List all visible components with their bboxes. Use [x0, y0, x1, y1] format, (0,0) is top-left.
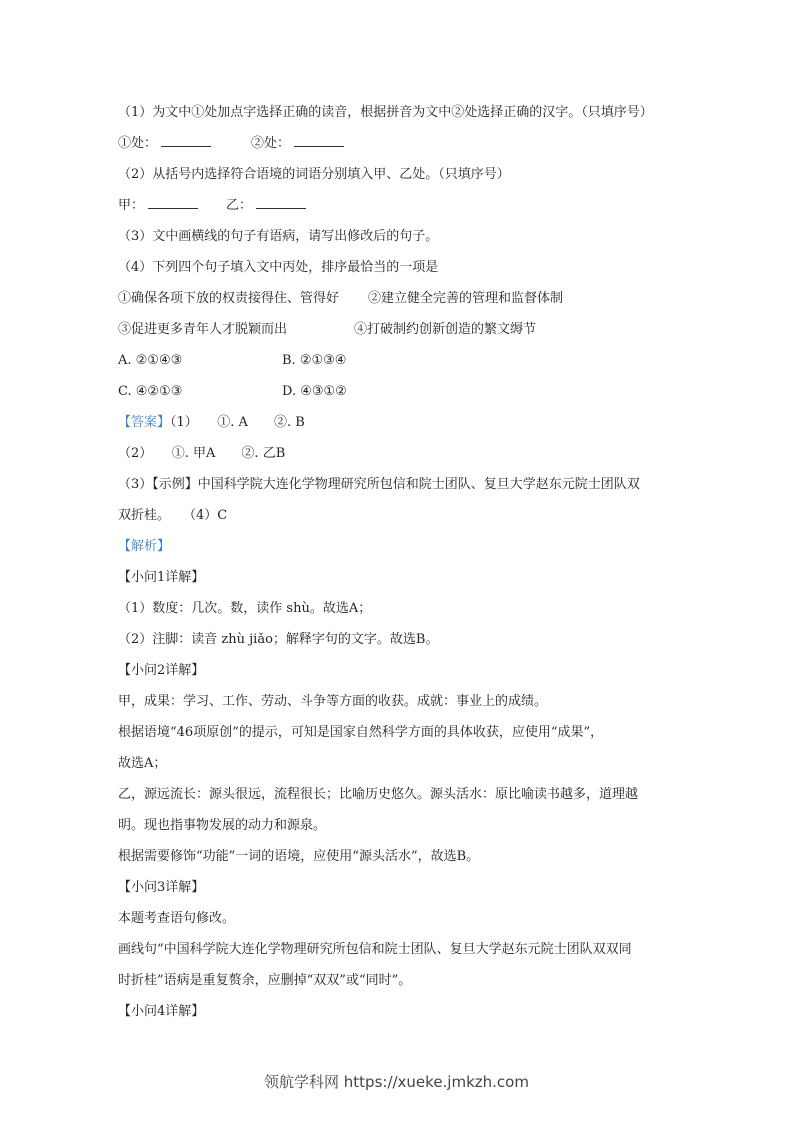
blank-jia-label: 甲：: [118, 198, 145, 213]
options-cd: [118, 384, 347, 400]
options-ab: [118, 353, 346, 369]
detail-2-line: 故选A；: [118, 756, 167, 771]
answer-1: （1） ①. A ②. B: [170, 415, 305, 430]
blank-1-label: ①处：: [118, 136, 158, 151]
sentence-1: ①确保各项下放的权责接得住、管得好: [118, 291, 340, 306]
answer-line-1: [118, 415, 305, 431]
detail-4-title: 【小问4详解】: [118, 1004, 205, 1019]
detail-2-line: 甲，成果：学习、工作、劳动、斗争等方面的收获。成就：事业上的成绩。: [118, 694, 548, 709]
detail-1-line: （1）数度：几次。数，读作 shù。故选A；: [118, 601, 372, 616]
question-4: （4）下列四个句子填入文中丙处，排序最恰当的一项是: [118, 260, 439, 275]
sentences-3-4: [118, 322, 536, 338]
blank-1: [161, 136, 211, 147]
detail-2-line: 明。现也指事物发展的动力和源泉。: [118, 818, 327, 833]
answer-2: （2） ①. 甲A ②. 乙B: [118, 446, 286, 461]
blank-2: [294, 136, 344, 147]
detail-3-line: 时折桂”语病是重复赘余，应删掉“双双”或“同时”。: [118, 973, 412, 988]
footer-watermark: 领航学科网 https://xueke.jmkzh.com: [264, 1073, 529, 1091]
detail-2-title: 【小问2详解】: [118, 663, 205, 678]
answer-label: 【答案】: [118, 415, 171, 430]
blank-2-label: ②处：: [251, 136, 291, 151]
answer-3-4: 双折桂。 （4）C: [118, 508, 228, 523]
option-b: B. ②①③④: [282, 353, 347, 368]
sentence-2: ②建立健全完善的管理和监督体制: [368, 291, 564, 306]
option-d: D. ④③①②: [282, 384, 347, 399]
question-2-blanks: [118, 198, 306, 214]
detail-2-line: 根据需要修饰“功能”一词的语境，应使用“源头活水”，故选B。: [118, 849, 480, 864]
blank-yi: [256, 198, 306, 209]
analysis-label: 【解析】: [118, 539, 171, 554]
option-a: A. ②①④③: [118, 353, 183, 368]
sentences-1-2: [118, 291, 563, 307]
detail-1-line: （2）注脚：读音 zhù jiǎo；解释字句的文字。故选B。: [118, 632, 439, 647]
option-c: C. ④②①③: [118, 384, 183, 399]
question-2: （2）从括号内选择符合语境的词语分别填入甲、乙处。（只填序号）: [118, 167, 510, 182]
question-3: （3）文中画横线的句子有语病，请写出修改后的句子。: [118, 229, 439, 244]
detail-3-title: 【小问3详解】: [118, 880, 205, 895]
answer-3: （3）【示例】中国科学院大连化学物理研究所包信和院士团队、复旦大学赵东元院士团队双: [118, 477, 640, 492]
question-1: （1）为文中①处加点字选择正确的读音，根据拼音为文中②处选择正确的汉字。（只填序号）: [118, 105, 653, 120]
detail-3-line: 画线句“中国科学院大连化学物理研究所包信和院士团队、复旦大学赵东元院士团队双双同: [118, 942, 632, 957]
detail-1-title: 【小问1详解】: [118, 570, 205, 585]
question-1-blanks: [118, 136, 344, 152]
sentence-3: ③促进更多青年人才脱颖而出: [118, 322, 288, 337]
blank-yi-label: 乙：: [226, 198, 253, 213]
detail-2-line: 根据语境“46项原创”的提示，可知是国家自然科学方面的具体收获，应使用“成果”，: [118, 725, 604, 740]
blank-jia: [148, 198, 198, 209]
detail-3-line: 本题考查语句修改。: [118, 911, 236, 926]
sentence-4: ④打破制约创新创造的繁文缛节: [354, 322, 537, 337]
detail-2-line: 乙，源远流长：源头很远，流程很长；比喻历史悠久。源头活水：原比喻读书越多，道理越: [118, 787, 639, 802]
